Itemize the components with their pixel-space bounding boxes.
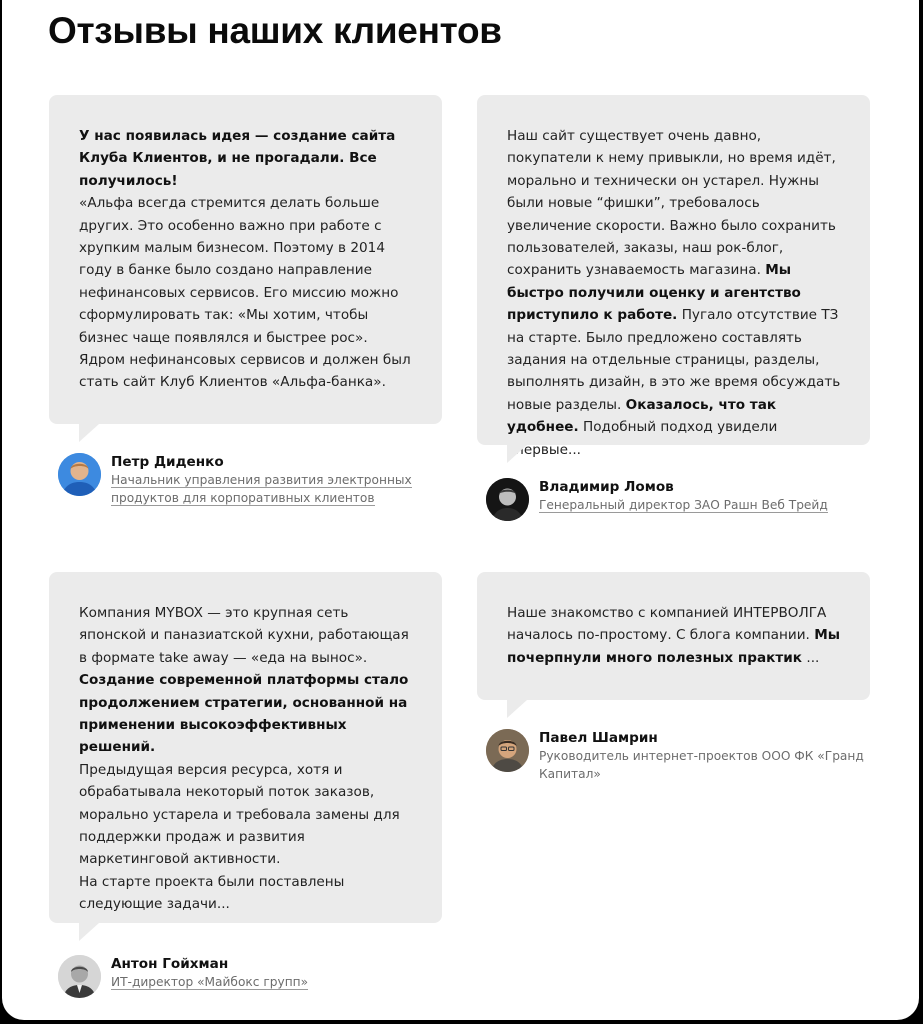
review-bubble bbox=[49, 95, 442, 424]
review-text bbox=[507, 125, 844, 461]
author-avatar bbox=[486, 729, 529, 772]
review-text: Компания MYBOX — это крупная сеть японской и паназиатской кухни, работающая в формате take away — «еда на вынос». bbox=[79, 605, 409, 666]
author-name: Павел Шамрин bbox=[539, 730, 658, 746]
author-avatar bbox=[486, 478, 529, 521]
review-text: «Альфа всегда стремится делать больше других. Это особенно важно при работе с хрупким малым бизнесом. Поэтому в 2014 году в банке было создано направление нефинансовых сервисов. Его миссию можно сформулировать так: «Мы хотим, чтобы бизнес чаще появлялся и быстрее рос». Ядром нефинансовых сервисов и должен был стать сайт Клуб Клиентов «Альфа-банка». bbox=[79, 195, 411, 391]
review-card bbox=[477, 95, 870, 458]
review-bubble bbox=[477, 95, 870, 458]
page-title: Отзывы наших клиентов bbox=[48, 10, 502, 51]
review-text-part: Пугало отсутствие ТЗ на старте. Было предложено составлять задания на отдельные страницы, разделы, выполнять дизайн, в это же время обсуждать новые разделы. bbox=[507, 307, 841, 413]
review-author bbox=[58, 955, 418, 998]
author-avatar bbox=[58, 453, 101, 496]
author-avatar bbox=[58, 955, 101, 998]
review-author bbox=[58, 453, 418, 507]
author-position-link[interactable]: Генеральный директор ЗАО Рашн Веб Трейд bbox=[539, 498, 828, 512]
review-text-part: ... bbox=[806, 649, 820, 666]
review-lead: У нас появилась идея — создание сайта Клуба Клиентов, и не прогадали. Все получилось! bbox=[79, 128, 396, 189]
review-text-part: Наше знакомство с компанией ИНТЕРВОЛГА началось по-простому. С блога компании. bbox=[507, 605, 827, 644]
person-photo-icon bbox=[58, 453, 101, 496]
review-author bbox=[486, 729, 866, 783]
person-photo-icon bbox=[486, 729, 529, 772]
review-card bbox=[49, 572, 442, 923]
review-text: Предыдущая версия ресурса, хотя и обрабатывала некоторый поток заказов, морально устарела и требовала замены для поддержки продаж и развития маркетинговой активности. bbox=[79, 761, 400, 868]
review-bubble bbox=[477, 572, 870, 700]
author-position[interactable] bbox=[539, 496, 828, 514]
review-text-part: Подобный подход увидели впервые... bbox=[507, 419, 778, 458]
review-text bbox=[507, 602, 844, 669]
reviews-page bbox=[2, 0, 919, 1020]
review-highlight: Мы быстро получили оценку и агентство приступило к работе. bbox=[507, 262, 801, 324]
review-highlight: Мы почерпнули много полезных практик bbox=[507, 627, 841, 666]
author-position-link[interactable]: ИТ-директор «Майбокс групп» bbox=[111, 975, 309, 989]
review-highlight: Оказалось, что так удобнее. bbox=[507, 396, 777, 436]
review-text-part: Наш сайт существует очень давно, покупатели к нему привыкли, но время идёт, морально и технически он устарел. Нужны были новые “фишки”, требовалось увеличение скорости. Важно было сохранить пользователей, заказы, наш рок-блог, сохранить узнаваемость магазина. bbox=[507, 128, 836, 279]
review-card bbox=[477, 572, 870, 700]
review-text: На старте проекта были поставлены следующие задачи... bbox=[79, 873, 345, 913]
review-bubble bbox=[49, 572, 442, 923]
author-name: Петр Диденко bbox=[111, 454, 224, 470]
author-position-link[interactable]: Начальник управления развития электронных продуктов для корпоративных клиентов bbox=[111, 473, 412, 505]
author-name: Антон Гойхман bbox=[111, 956, 229, 972]
author-position[interactable] bbox=[111, 471, 418, 507]
person-photo-icon bbox=[486, 478, 529, 521]
review-highlight: Создание современной платформы стало продолжением стратегии, основанной на применении высокоэффективных решений. bbox=[79, 672, 409, 756]
review-author bbox=[486, 478, 866, 521]
author-position: Руководитель интернет-проектов ООО ФК «Гранд Капитал» bbox=[539, 749, 864, 781]
author-name: Владимир Ломов bbox=[539, 479, 674, 495]
author-position[interactable] bbox=[111, 973, 308, 991]
review-card bbox=[49, 95, 442, 424]
person-photo-icon bbox=[58, 955, 101, 998]
